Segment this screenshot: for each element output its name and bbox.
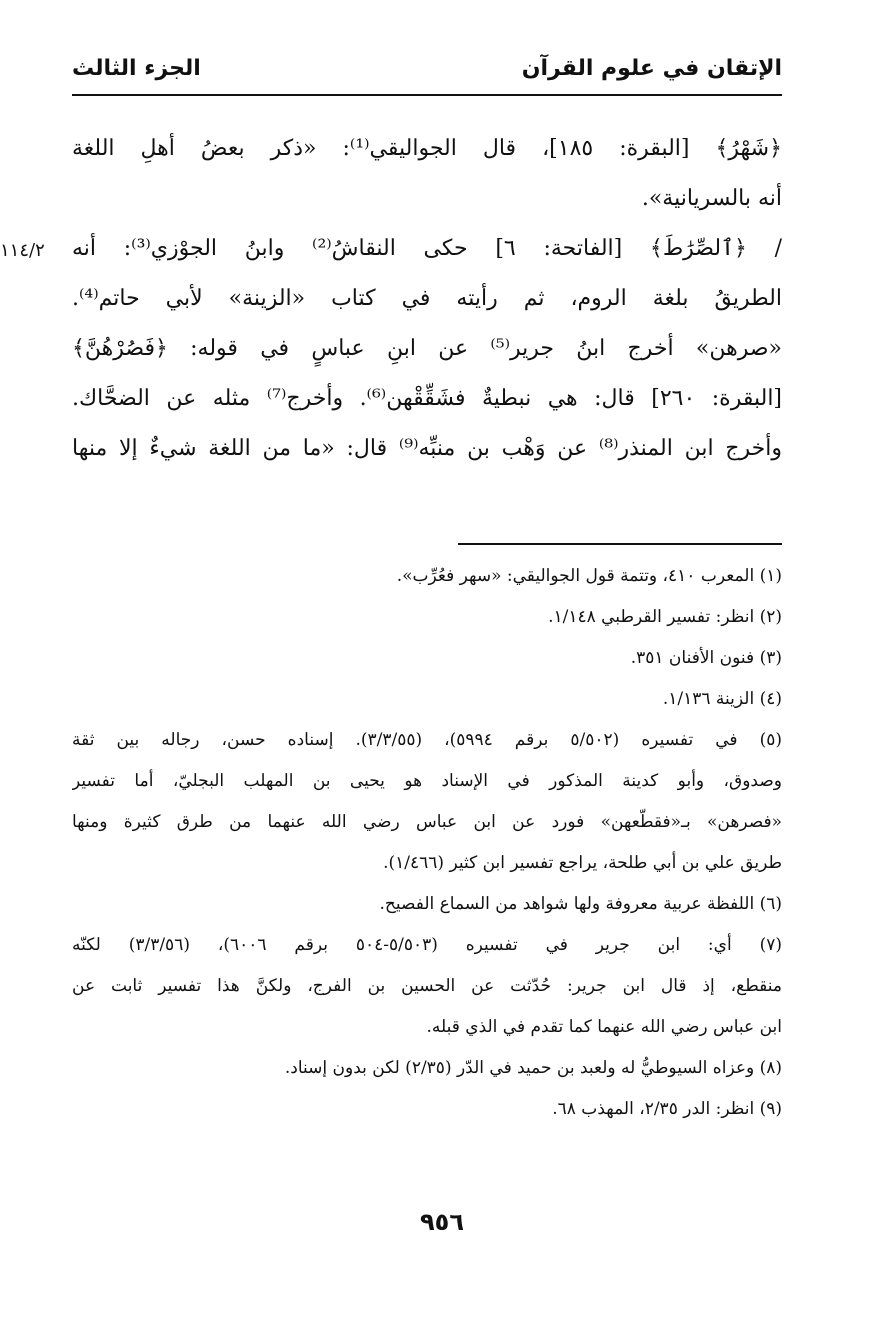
main-line: «صرهن» أخرج ابنُ جرير⁽⁵⁾ عن ابنِ عباسٍ في قوله: ﴿فَصُرْهُنَّ﴾ — [72, 336, 782, 361]
footnote-continuation: منقطع، إذ قال ابن جرير: حُدّثت عن الحسين بن الفرج، ولكنَّ هذا تفسير ثابت عن — [72, 976, 782, 996]
running-header — [72, 52, 782, 92]
main-line: [البقرة: ٢٦٠] قال: هي نبطيةٌ فشَقِّقْهن⁽⁶⁾. وأخرج⁽⁷⁾ مثله عن الضحَّاك. — [72, 386, 782, 411]
footnote-continuation: وصدوق، وأبو كدينة المذكور في الإسناد هو يحيى بن المهلب البجليّ، أما تفسير — [72, 771, 782, 791]
footnote: (٨) وعزاه السيوطيُّ له ولعبد بن حميد في الدّر (٢/٣٥) لكن بدون إسناد. — [284, 1058, 782, 1078]
footnote: (٢) انظر: تفسير القرطبي ١/١٤٨. — [548, 607, 782, 627]
main-line: ﴿شَهْرُ﴾ [البقرة: ١٨٥]، قال الجواليقي⁽¹⁾: «ذكر بعضُ أهلِ اللغة — [72, 136, 782, 161]
footnote: (٦) اللفظة عربية معروفة ولها شواهد من السماع الفصيح. — [379, 894, 782, 914]
margin-reference: ١١٤/٢ — [0, 240, 45, 261]
main-text — [72, 124, 782, 474]
footnote: (١) المعرب ٤١٠، وتتمة قول الجواليقي: «سهر فعُرِّب». — [396, 566, 782, 586]
footnote: (٥) في تفسيره (٥/٥٠٢ برقم ٥٩٩٤)، (٣/٣/٥٥). إسناده حسن، رجاله بين ثقة — [72, 730, 782, 750]
main-line: / ﴿ٱلصِّرَٰطَ﴾ [الفاتحة: ٦] حكى النقاشُ⁽²⁾ وابنُ الجوْزي⁽³⁾: أنه — [72, 236, 782, 261]
volume-title: الجزء الثالث — [72, 56, 201, 81]
footnote: (٤) الزينة ١/١٣٦. — [662, 689, 782, 709]
footnote-separator — [458, 543, 782, 545]
page-number: ٩٥٦ — [420, 1208, 464, 1236]
main-line: وأخرج ابن المنذر⁽⁸⁾ عن وَهْب بن منبِّه⁽⁹⁾ قال: «ما من اللغة شيءٌ إلا منها — [72, 436, 782, 461]
main-line: الطريقُ بلغة الروم، ثم رأيته في كتاب «الزينة» لأبي حاتم⁽⁴⁾. — [72, 286, 782, 311]
footnote: (٩) انظر: الدر ٢/٣٥، المهذب ٦٨. — [552, 1099, 782, 1119]
footnotes — [72, 556, 782, 1130]
footnote: (٧) أي: ابن جرير في تفسيره (٥/٥٠٣-٥٠٤ برقم ٦٠٠٦)، (٣/٣/٥٦) لكنّه — [72, 935, 782, 955]
header-rule — [72, 94, 782, 96]
book-title: الإتقان في علوم القرآن — [521, 56, 782, 81]
footnote-continuation: «فصرهن» بـ«فقطّعهن» فورد عن ابن عباس رضي الله عنهما من طرق كثيرة ومنها — [72, 812, 782, 832]
main-line: أنه بالسريانية». — [641, 186, 782, 211]
footnote-continuation: ابن عباس رضي الله عنهما كما تقدم في الذي قبله. — [426, 1017, 782, 1037]
footnote-continuation: طريق علي بن أبي طلحة، يراجع تفسير ابن كثير (١/٤٦٦). — [383, 853, 782, 873]
footnote: (٣) فنون الأفنان ٣٥١. — [630, 648, 782, 668]
